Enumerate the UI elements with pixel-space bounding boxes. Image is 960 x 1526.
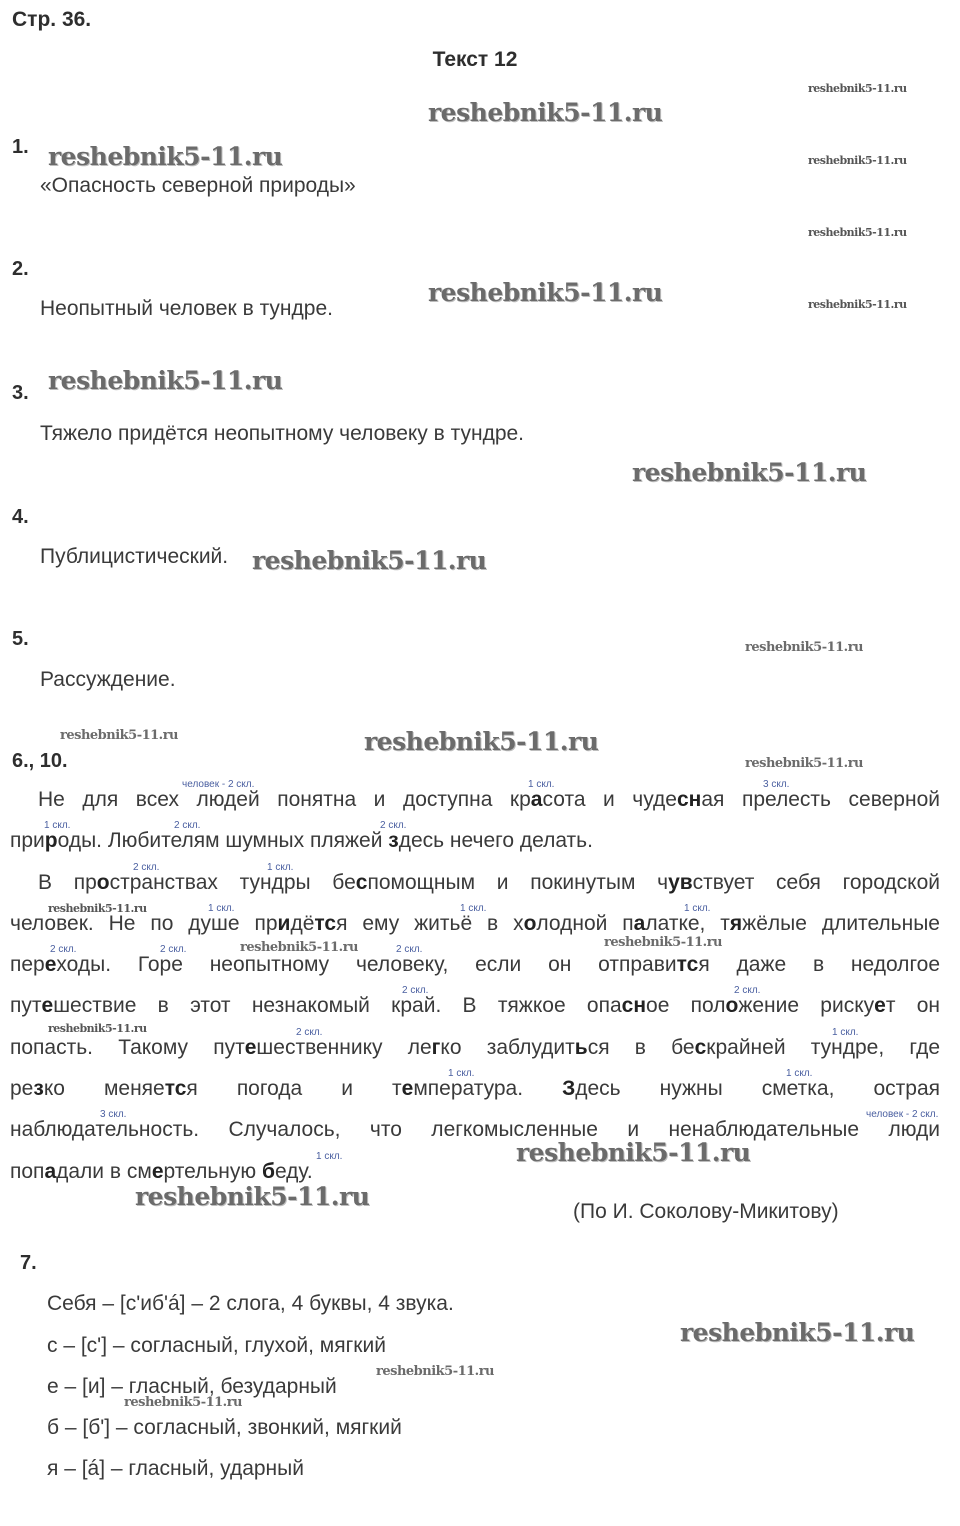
text-fragment: ся в бе [587, 1035, 695, 1059]
text-fragment: лодной п [536, 911, 634, 935]
orthogram: з [388, 829, 399, 853]
text-line [10, 945, 940, 986]
orthogram: ь [574, 1035, 588, 1059]
watermark: reshebnik5-11.ru [808, 226, 907, 239]
orthogram: с [694, 1035, 707, 1059]
declension-note: человек - 2 скл. [866, 1109, 939, 1121]
text-fragment: ко меняе [43, 1077, 165, 1101]
watermark: reshebnik5-11.ru [252, 546, 487, 575]
text-line [10, 986, 940, 1027]
orthogram: з [33, 1077, 44, 1101]
text-fragment: ствует себя городской [692, 870, 940, 894]
text-fragment: жение риску [738, 994, 875, 1018]
text-fragment: крайней тундре, где [706, 1035, 941, 1059]
text-fragment: наблюдательность. Случалось, что легкомысленные и ненаблюдательные люди [10, 1118, 940, 1142]
item-answer: Тяжело придётся неопытному человеку в тундре. [40, 422, 525, 445]
phonetic-line: Себя – [с'иб'á] – 2 слога, 4 буквы, 4 звука. [47, 1292, 454, 1315]
text-title: Текст 12 [432, 48, 518, 71]
orthogram: е [44, 953, 57, 977]
watermark: reshebnik5-11.ru [48, 366, 283, 395]
watermark: reshebnik5-11.ru [135, 1182, 370, 1211]
text-fragment: человек. Не по душе пр [10, 911, 278, 935]
text-line [10, 1110, 940, 1151]
orthogram: тс [676, 953, 699, 977]
orthogram: а [633, 911, 646, 935]
text-fragment: попасть. Такому пут [10, 1035, 245, 1059]
item-number: 1. [12, 136, 29, 158]
watermark: reshebnik5-11.ru [48, 142, 283, 171]
text-fragment: дали в см [56, 1159, 152, 1183]
orthogram: с [355, 870, 368, 894]
item-answer: Рассуждение. [40, 668, 176, 691]
text-fragment: я погода и т [186, 1077, 402, 1101]
orthogram: а [530, 788, 543, 811]
watermark: reshebnik5-11.ru [240, 940, 359, 955]
declension-note: 2 скл. [734, 985, 761, 997]
text-fragment: десь нужны сметка, острая [575, 1077, 940, 1101]
watermark: reshebnik5-11.ru [808, 298, 907, 311]
text-fragment: ре [10, 1077, 34, 1101]
text-fragment: я ему житьё в х [336, 911, 524, 935]
phonetic-line: я – [á] – гласный, ударный [47, 1457, 304, 1480]
text-fragment: пут [10, 994, 42, 1018]
orthogram: я [729, 911, 743, 935]
text-line [10, 863, 940, 904]
phonetic-line: б – [б'] – согласный, звонкий, мягкий [47, 1416, 402, 1439]
declension-note: 1 скл. [786, 1068, 813, 1080]
orthogram: о [96, 870, 110, 894]
declension-note: 3 скл. [763, 779, 790, 790]
text-fragment: я даже в недолгое [698, 953, 940, 977]
text-fragment: ая прелесть северной [701, 788, 940, 811]
item-number: 6., 10. [12, 750, 68, 772]
declension-note: 2 скл. [50, 944, 77, 956]
declension-note: 2 скл. [133, 861, 160, 873]
text-fragment: ртельную [163, 1159, 262, 1183]
orthogram: сн [621, 994, 647, 1018]
orthogram: е [151, 1159, 164, 1183]
declension-note: 1 скл. [684, 902, 711, 914]
phonetic-line: с – [с'] – согласный, глухой, мягкий [47, 1334, 386, 1357]
declension-note: человек - 2 скл. [182, 779, 255, 790]
watermark: reshebnik5-11.ru [428, 98, 663, 127]
text-fragment: при [10, 829, 45, 853]
text-line [10, 1028, 940, 1069]
watermark: reshebnik5-11.ru [632, 458, 867, 487]
text-fragment: десь нечего делать. [398, 829, 593, 853]
watermark: reshebnik5-11.ru [808, 154, 907, 167]
text-fragment: дё [290, 911, 315, 935]
item-number: 7. [20, 1252, 37, 1274]
watermark: reshebnik5-11.ru [48, 1022, 147, 1035]
text-fragment: пер [10, 953, 45, 977]
text-line [10, 821, 940, 862]
text-line [10, 780, 940, 821]
orthogram: тс [314, 911, 337, 935]
watermark: reshebnik5-11.ru [604, 935, 723, 950]
orthogram: о [725, 994, 739, 1018]
orthogram: г [431, 1035, 441, 1059]
orthogram: а [44, 1159, 57, 1183]
item-number: 4. [12, 506, 29, 528]
declension-note: 1 скл. [44, 820, 71, 832]
text-line [10, 1069, 940, 1110]
watermark: reshebnik5-11.ru [808, 82, 907, 95]
declension-note: 2 скл. [396, 944, 423, 956]
item-number: 5. [12, 628, 29, 650]
text-fragment: странствах тундры бе [109, 870, 356, 894]
orthogram: З [562, 1077, 576, 1101]
watermark: reshebnik5-11.ru [516, 1138, 751, 1167]
orthogram: е [244, 1035, 257, 1059]
orthogram: сн [677, 788, 702, 811]
declension-note: 1 скл. [208, 902, 235, 914]
orthogram: тс [164, 1077, 187, 1101]
orthogram: и [277, 911, 291, 935]
text-fragment: В пр [38, 870, 97, 894]
orthogram: е [41, 994, 54, 1018]
watermark: reshebnik5-11.ru [745, 756, 864, 771]
item-number: 3. [12, 382, 29, 404]
text-fragment: еду. [274, 1159, 313, 1183]
text-fragment: латке, т [645, 911, 730, 935]
declension-note: 2 скл. [174, 820, 201, 832]
text-fragment: т он [885, 994, 941, 1018]
orthogram: о [523, 911, 537, 935]
text-fragment: мпература. [413, 1077, 563, 1101]
watermark: reshebnik5-11.ru [376, 1364, 495, 1379]
declension-note: 2 скл. [160, 944, 187, 956]
item-answer: «Опасность северной природы» [40, 174, 356, 197]
text-fragment: ое пол [646, 994, 726, 1018]
item-answer: Неопытный человек в тундре. [40, 297, 333, 320]
text-line [10, 904, 940, 945]
watermark: reshebnik5-11.ru [364, 727, 599, 756]
text-fragment: оды. Любителям шумных пляжей [57, 829, 389, 853]
text-fragment: шествие в этот незнакомый край. В тяжкое опа [53, 994, 622, 1018]
declension-note: 1 скл. [832, 1026, 859, 1038]
text-fragment: помощным и покинутым ч [367, 870, 669, 894]
text-line [10, 1152, 940, 1193]
declension-note: 1 скл. [448, 1068, 475, 1080]
text-fragment: Не для всех людей понятна и доступна кр [38, 788, 531, 811]
orthogram: е [874, 994, 886, 1018]
page-reference: Стр. 36. [12, 8, 92, 31]
text-fragment: сота и чуде [542, 788, 677, 811]
text-source: (По И. Соколову-Микитову) [573, 1200, 839, 1223]
watermark: reshebnik5-11.ru [124, 1395, 243, 1410]
declension-note: 1 скл. [267, 861, 294, 873]
phonetic-line: е – [и] – гласный, безударный [47, 1375, 337, 1398]
watermark: reshebnik5-11.ru [60, 728, 179, 743]
text-fragment: шественнику ле [256, 1035, 432, 1059]
declension-note: 2 скл. [380, 820, 407, 832]
declension-note: 1 скл. [316, 1150, 343, 1162]
orthogram: е [401, 1077, 414, 1101]
watermark: reshebnik5-11.ru [428, 278, 663, 307]
item-number: 2. [12, 258, 29, 280]
orthogram: р [44, 829, 58, 853]
text-fragment: ко заблудит [440, 1035, 575, 1059]
item-answer: Публицистический. [40, 545, 229, 568]
watermark: reshebnik5-11.ru [680, 1318, 915, 1347]
text-fragment: жёлые длительные [742, 911, 940, 935]
declension-note: 2 скл. [402, 985, 429, 997]
watermark: reshebnik5-11.ru [48, 902, 147, 915]
declension-note: 1 скл. [460, 902, 487, 914]
declension-note: 3 скл. [100, 1109, 127, 1121]
orthogram: ув [668, 870, 693, 894]
declension-note: 2 скл. [296, 1026, 323, 1038]
text-fragment: ходы. Горе неопытному человеку, если он отправи [56, 953, 677, 977]
declension-note: 1 скл. [528, 779, 555, 790]
analyzed-text [10, 780, 940, 1193]
orthogram: б [261, 1159, 275, 1183]
text-fragment: поп [10, 1159, 45, 1183]
watermark: reshebnik5-11.ru [745, 640, 864, 655]
